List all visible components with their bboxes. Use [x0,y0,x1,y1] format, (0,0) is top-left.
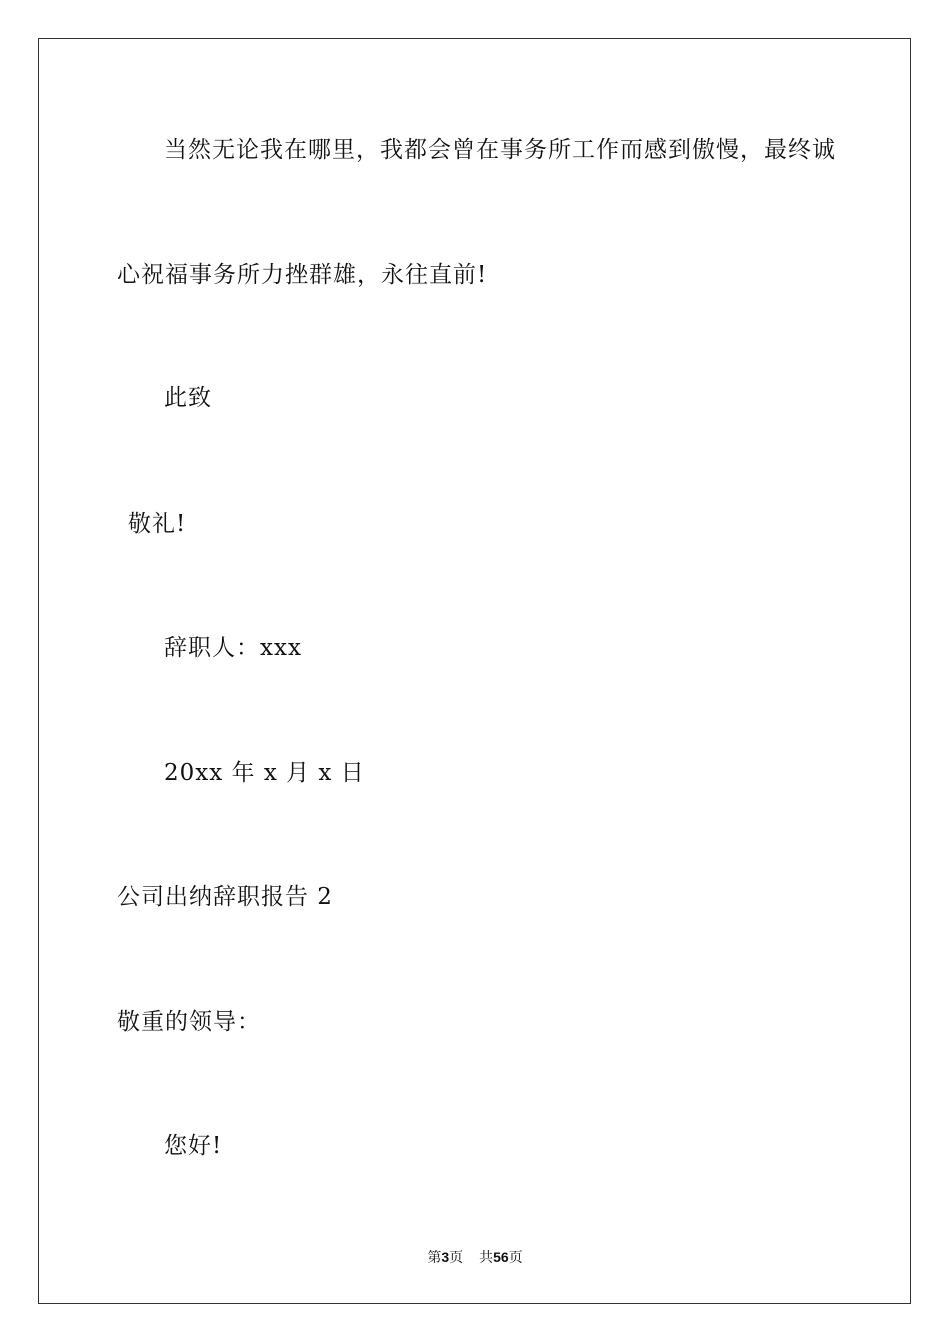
greeting-line: 敬重的领导： [117,1009,261,1035]
closing-salutation: 此致 [164,385,212,411]
closing-regards: 敬礼! [128,511,187,537]
hello-line: 您好! [164,1133,223,1159]
footer-page-number: 3 [441,1249,450,1265]
section-title: 公司出纳辞职报告 2 [117,884,333,910]
footer-total-suffix: 页 [508,1250,523,1266]
footer-page-suffix: 页 [449,1250,464,1266]
date-line: 20xx 年 x 月 x 日 [164,760,365,786]
footer-total-pages: 56 [493,1249,509,1265]
footer-total-prefix: 共 [479,1250,494,1266]
page-border [38,38,911,1304]
paragraph-line-2: 心祝福事务所力挫群雄，永往直前! [117,262,488,288]
page-footer [0,1248,950,1267]
signature-line: 辞职人：xxx [164,635,302,661]
paragraph-line-1: 当然无论我在哪里，我都会曾在事务所工作而感到傲慢，最终诚 [164,137,836,163]
footer-page-prefix: 第 [427,1250,442,1266]
